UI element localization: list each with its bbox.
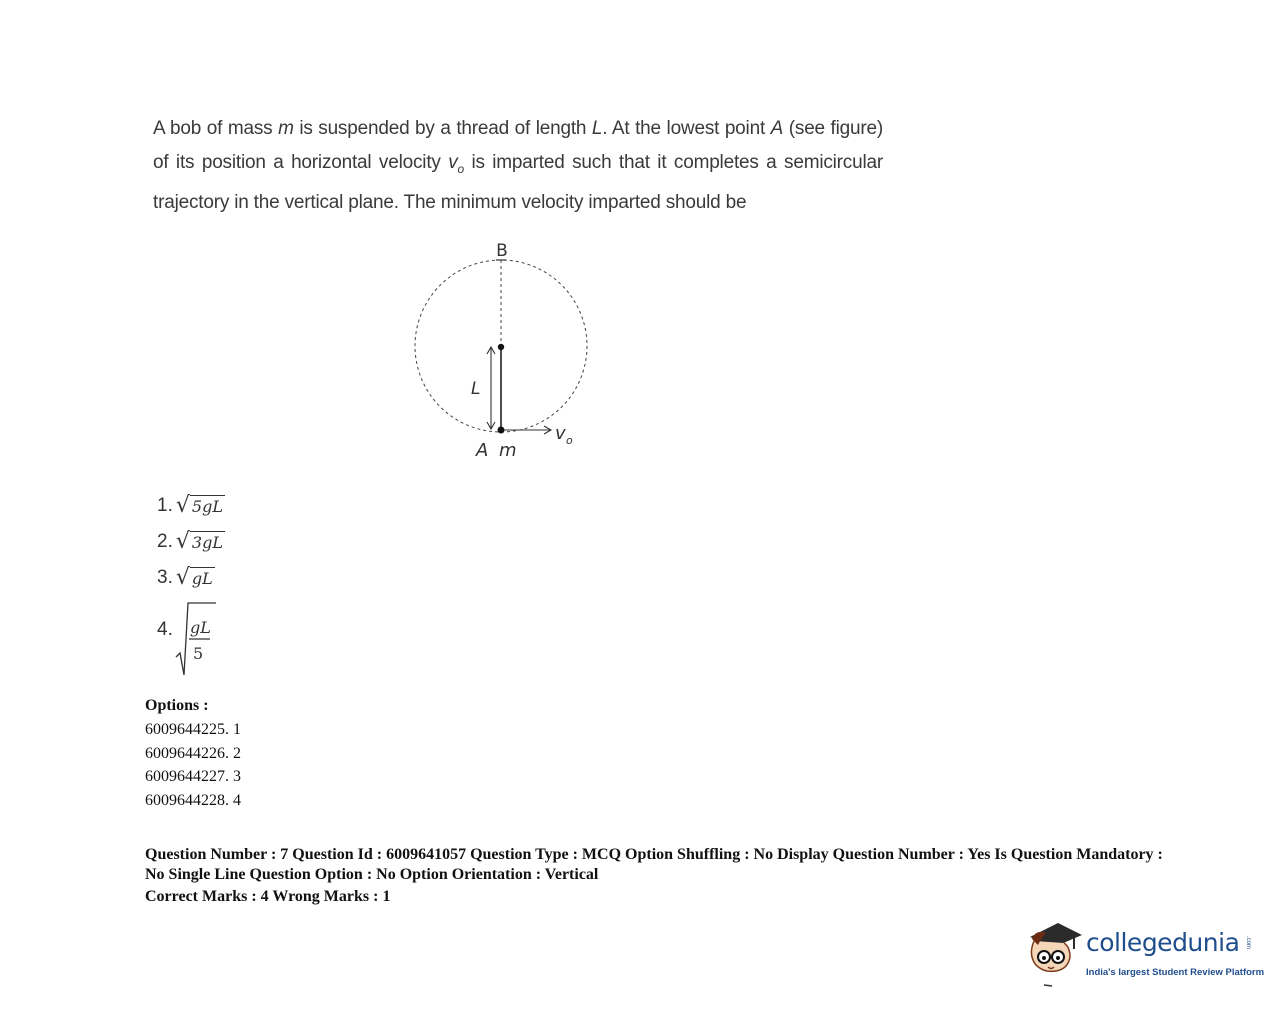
radicand: 3gL xyxy=(191,533,223,552)
pendulum-diagram xyxy=(400,232,610,472)
choice-1 xyxy=(157,495,225,517)
collegedunia-logo xyxy=(1024,915,1264,990)
logo-tagline: India's largest Student Review Platform xyxy=(1086,967,1265,978)
question-text xyxy=(153,112,883,220)
sqrt-expression xyxy=(176,531,225,553)
marks-info: Correct Marks : 4 Wrong Marks : 1 xyxy=(145,888,391,905)
label-v: v xyxy=(555,423,566,444)
logo-suffix: .com xyxy=(1245,936,1251,950)
sqrt-expression xyxy=(176,495,225,517)
question-info: Question Number : 7 Question Id : 6009641057 Question Type : MCQ Option Shuffling : No Display Question Number : Yes Is Question Mandatory : No Single Line Question Option : No Option Orientation : Vertical xyxy=(145,846,1163,883)
radical-icon: √ xyxy=(175,493,190,518)
option-id: 6009644226. 2 xyxy=(145,744,241,762)
choice-3 xyxy=(157,567,215,589)
bob xyxy=(498,427,505,434)
sqrt-fraction-expression xyxy=(174,599,234,669)
question-part: . At the lowest point xyxy=(602,118,771,139)
choice-number: 3. xyxy=(157,567,173,588)
label-length: L xyxy=(471,379,481,399)
label-v-sub: o xyxy=(566,434,573,447)
pendulum-figure xyxy=(400,232,610,472)
radicand: gL xyxy=(191,569,213,588)
sqrt-expression xyxy=(176,567,215,589)
choice-2 xyxy=(157,531,225,553)
var-L: L xyxy=(591,118,603,139)
var-v-subscript: o xyxy=(457,161,464,176)
fraction-denominator: 5 xyxy=(193,644,204,663)
options-heading: Options : xyxy=(145,697,209,714)
radical-fraction-icon xyxy=(174,599,234,675)
choice-number: 2. xyxy=(157,531,173,552)
question-part: (see figure) of its position a horizontal velocity xyxy=(153,118,884,173)
label-a: A xyxy=(476,440,489,461)
options-block xyxy=(145,694,241,813)
label-m: m xyxy=(499,440,517,461)
var-A: A xyxy=(770,118,784,139)
var-v: v xyxy=(448,152,458,173)
var-m: m xyxy=(278,118,294,139)
question-part: A bob of mass xyxy=(153,118,279,139)
choice-number: 4. xyxy=(157,619,173,640)
option-id: 6009644225. 1 xyxy=(145,720,241,738)
graduate-cap-face-icon xyxy=(1024,915,1086,990)
logo-name: collegedunia xyxy=(1086,928,1240,957)
pivot-point xyxy=(498,344,504,350)
radical-icon: √ xyxy=(175,565,190,590)
radicand: 5gL xyxy=(191,497,223,516)
option-id: 6009644227. 3 xyxy=(145,768,241,786)
choice-number: 1. xyxy=(157,495,173,516)
option-id: 6009644228. 4 xyxy=(145,792,241,810)
fraction-numerator: gL xyxy=(190,618,211,637)
question-part: is imparted such that it completes a semicircular trajectory in the vertical plane. The minimum velocity imparted should be xyxy=(153,152,883,213)
question-part: is suspended by a thread of length xyxy=(293,118,592,139)
label-b: B xyxy=(496,241,508,261)
radical-icon: √ xyxy=(175,529,190,554)
